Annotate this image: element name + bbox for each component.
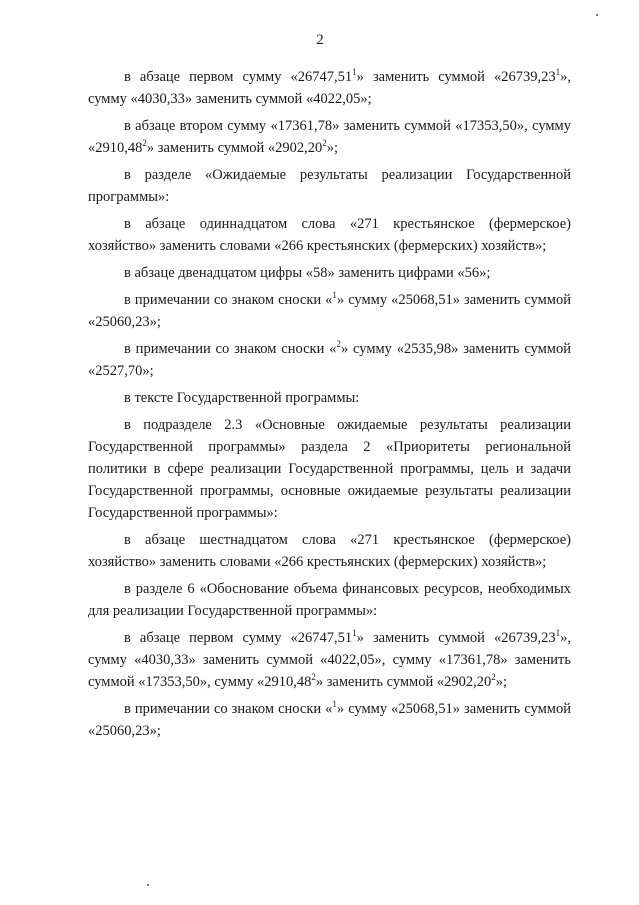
document-body (88, 66, 571, 747)
scan-speck (596, 14, 598, 16)
paragraph-text: », сумму «4030,33» заменить суммой «4022,05»; (88, 69, 571, 107)
footnote-marker: 1 (555, 628, 561, 638)
scan-speck (147, 884, 149, 886)
paragraph (88, 262, 571, 284)
paragraph (88, 338, 571, 382)
paragraph-text: » сумму «25068,51» заменить суммой «25060,23»; (88, 701, 571, 739)
paragraph (88, 164, 571, 208)
footnote-marker: 2 (322, 138, 327, 148)
paragraph-text: в примечании со знаком сноски « (124, 701, 333, 717)
footnote-marker: 1 (352, 628, 357, 638)
footnote-marker: 1 (332, 699, 337, 709)
paragraph-text: в абзаце шестнадцатом слова «271 крестьянское (фермерское) хозяйство» заменить словами «266 крестьянских (фермерских) хозяйств»; (88, 532, 571, 570)
paragraph (88, 414, 571, 524)
paragraph-text: »; (326, 140, 339, 156)
footnote-marker: 1 (332, 290, 337, 300)
footnote-marker: 2 (491, 672, 496, 682)
footnote-marker: 1 (352, 67, 357, 77)
paragraph-text: в абзаце втором сумму «17361,78» заменить суммой «17353,50», сумму «2910,48 (88, 118, 571, 156)
paragraph-text: » сумму «2535,98» заменить суммой «2527,70»; (88, 341, 571, 379)
footnote-marker: 2 (336, 339, 341, 349)
paragraph-text: »; (495, 674, 508, 690)
paragraph-text: » сумму «25068,51» заменить суммой «25060,23»; (88, 292, 571, 330)
paragraph-text: » заменить суммой «2902,20 (146, 140, 323, 156)
paragraph-text: » заменить суммой «26739,23 (356, 630, 556, 646)
paragraph-text: в примечании со знаком сноски « (124, 341, 337, 357)
paragraph-text: в абзаце первом сумму «26747,51 (124, 69, 353, 85)
paragraph-text: в абзаце двенадцатом цифры «58» заменить цифрами «56»; (124, 265, 491, 281)
paragraph (88, 627, 571, 693)
footnote-marker: 2 (142, 138, 147, 148)
paragraph-text: в тексте Государственной программы: (124, 390, 360, 406)
paragraph (88, 387, 571, 409)
paragraph (88, 66, 571, 110)
footnote-marker: 1 (555, 67, 561, 77)
paragraph-text: в разделе 6 «Обоснование объема финансовых ресурсов, необходимых для реализации Государственной программы»: (88, 581, 571, 619)
paragraph-text: в абзаце первом сумму «26747,51 (124, 630, 353, 646)
paragraph (88, 529, 571, 573)
paragraph (88, 213, 571, 257)
paragraph-text: в примечании со знаком сноски « (124, 292, 333, 308)
page-number: 2 (316, 32, 324, 48)
footnote-marker: 2 (311, 672, 316, 682)
paragraph-text: в разделе «Ожидаемые результаты реализации Государственной программы»: (88, 167, 571, 205)
paragraph (88, 115, 571, 159)
paragraph-text: » заменить суммой «2902,20 (315, 674, 492, 690)
paragraph (88, 578, 571, 622)
paragraph-text: в подразделе 2.3 «Основные ожидаемые результаты реализации Государственной программы» раздела 2 «Приоритеты региональной политики в сфере реализации Государственной программы, цель и задачи Государственной программы, основные ожидаемые результаты реализации Государственной программы»: (88, 417, 571, 521)
paragraph (88, 698, 571, 742)
paragraph-text: », сумму «4030,33» заменить суммой «4022,05», сумму «17361,78» заменить суммой «17353,50», сумму «2910,48 (88, 630, 571, 690)
paragraph-text: в абзаце одиннадцатом слова «271 крестьянское (фермерское) хозяйство» заменить словами «266 крестьянских (фермерских) хозяйств»; (88, 216, 571, 254)
paragraph-text: » заменить суммой «26739,23 (356, 69, 556, 85)
paragraph (88, 289, 571, 333)
